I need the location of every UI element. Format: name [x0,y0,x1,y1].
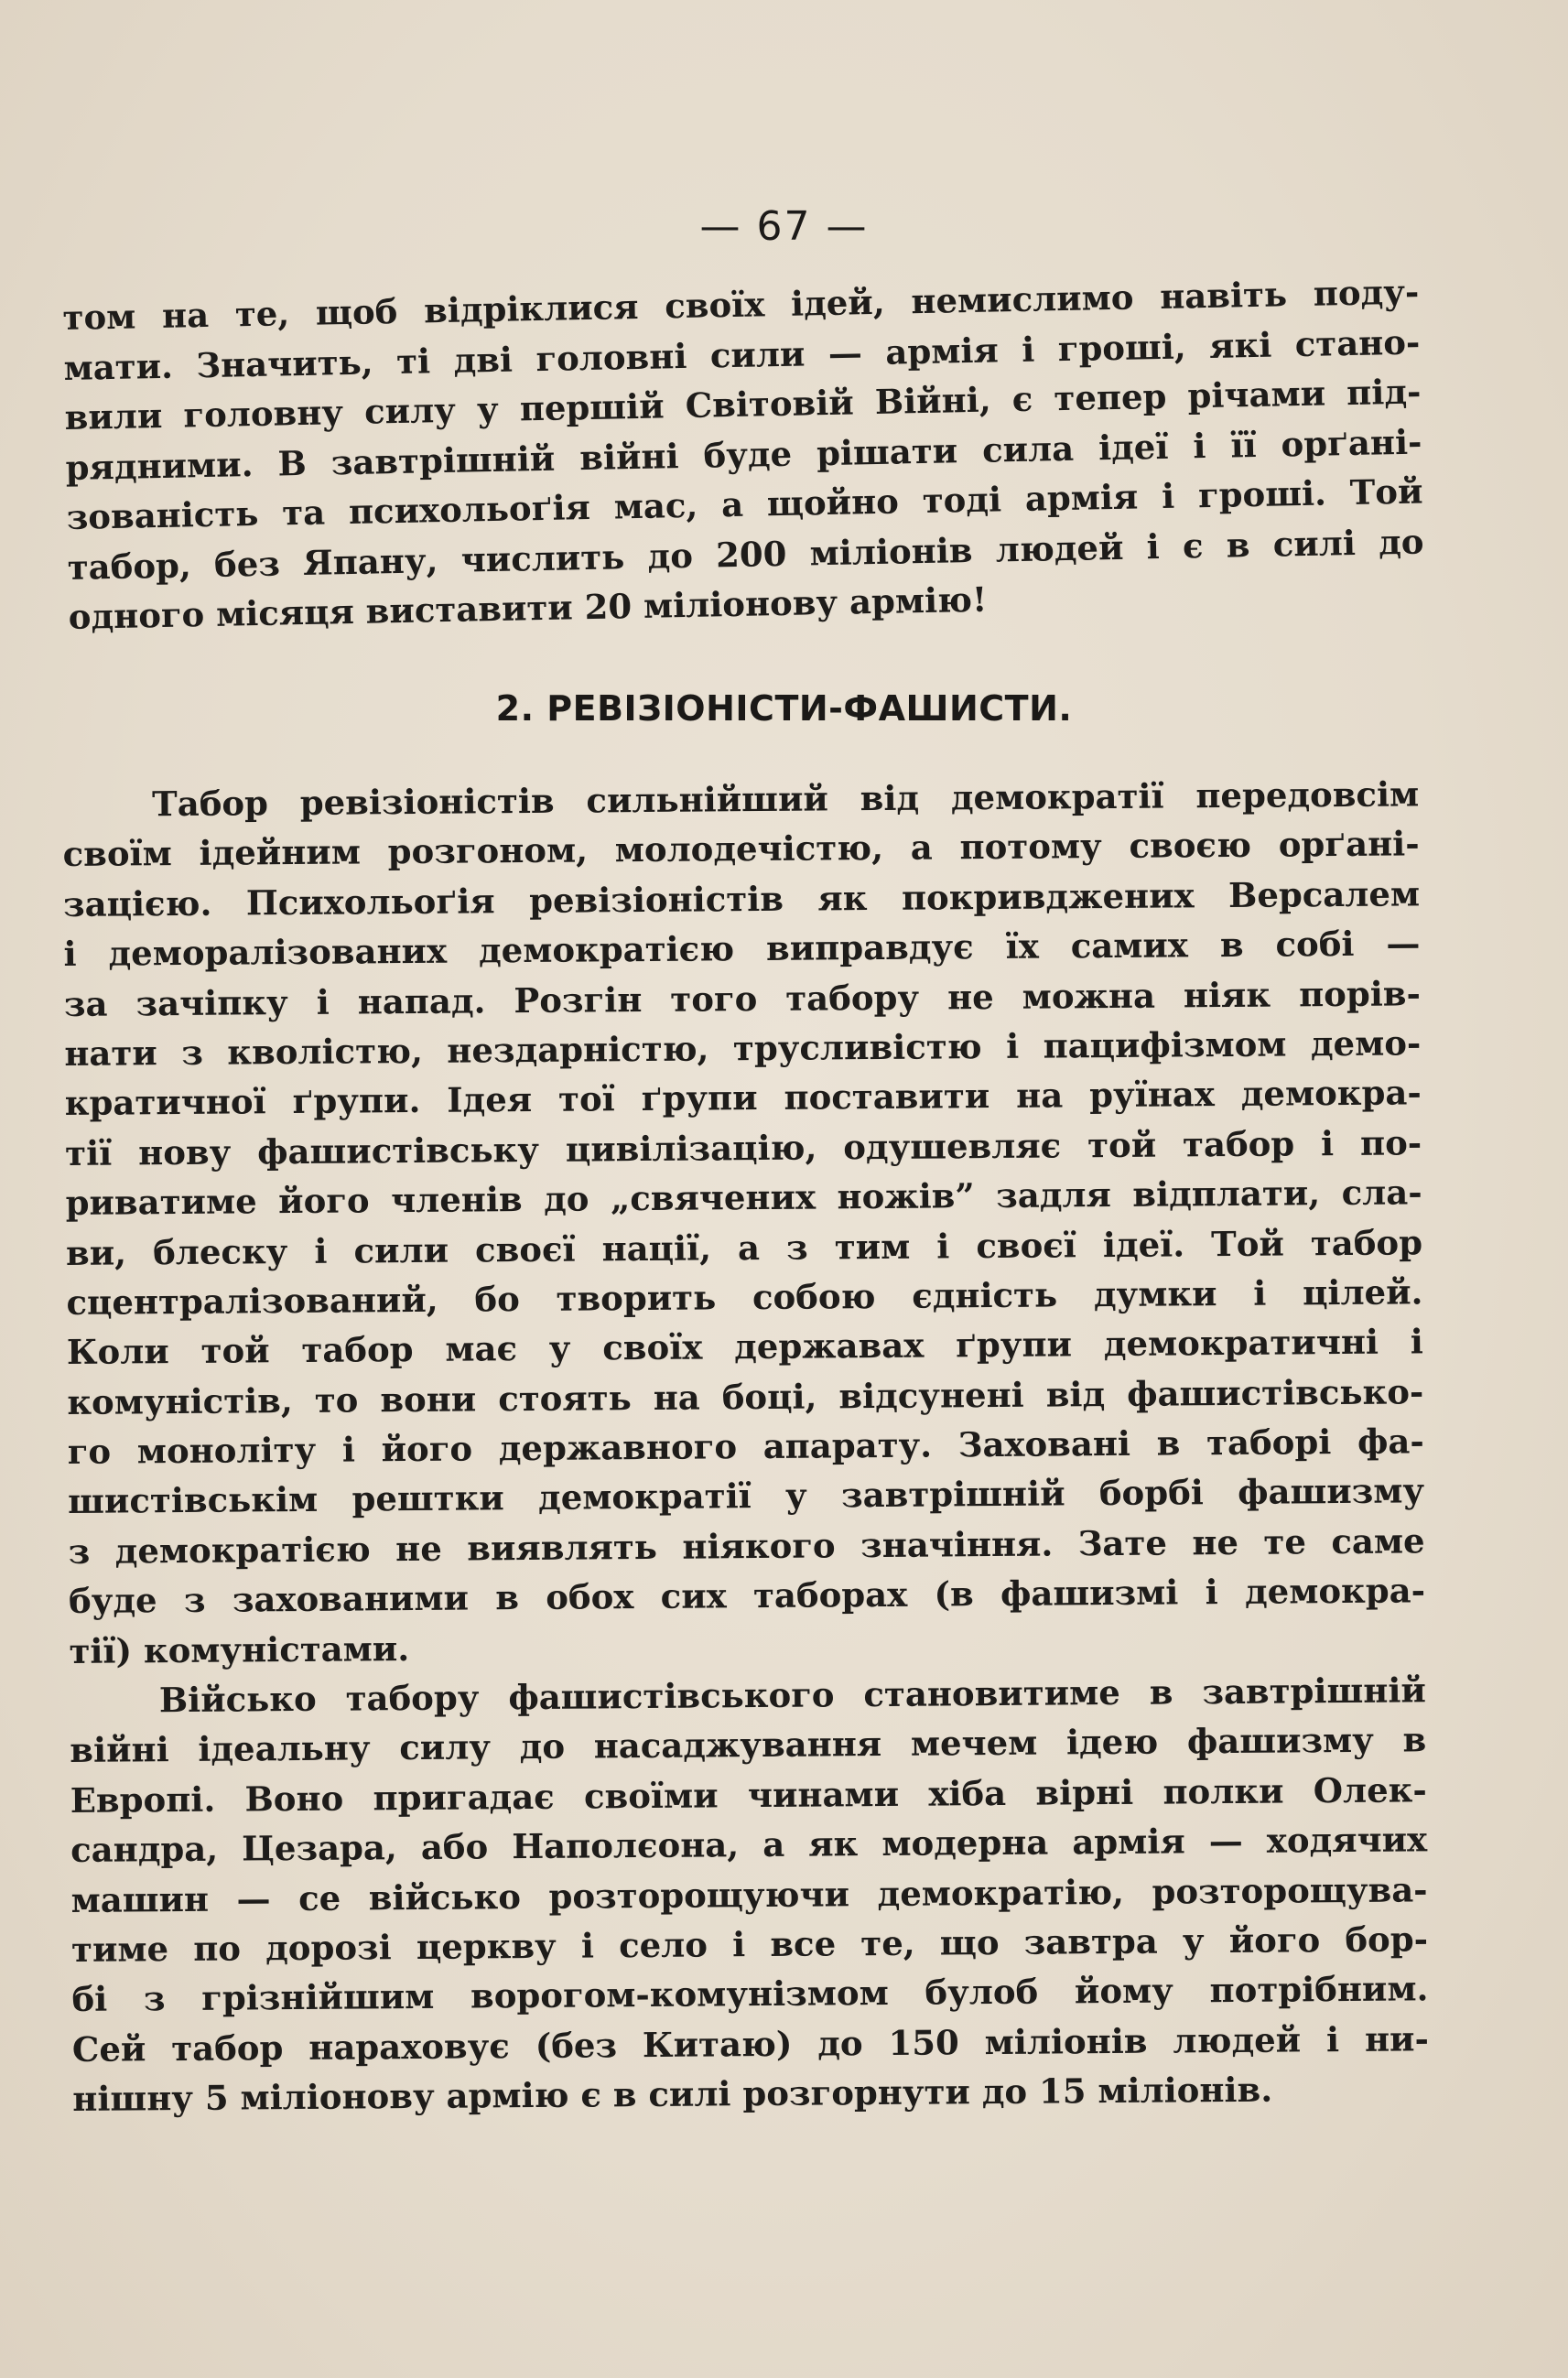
text-line: і деморалізованих демократією виправдує їх самих в собі — [63,923,1421,975]
page-number: — 67 — [699,203,869,250]
text-line: своїм ідейним розгоном, молодечістю, а потому своєю орґані- [62,823,1420,875]
text-line: табор, без Япану, числить до 200 міліонів людей і є в силі до [67,520,1424,588]
text-line: тії) комуністами. [69,1627,410,1671]
text-line: бі з грізнійшим ворогом-комунізмом булоб йому потрібним. [71,1968,1429,2020]
text-line: тиме по дорозі церкву і село і все те, що завтра у його бор- [70,1919,1429,1970]
text-line: вили головну силу у першій Світовій Війні, є тепер річами під- [64,371,1422,438]
text-line: сцентралізований, бо творить собою єдність думки і цілей. [66,1271,1423,1323]
text-line: комуністів, то вони стоять на боці, відсунені від фашистівсько- [67,1371,1424,1422]
text-line: нішну 5 міліонову армію є в силі розгорнути до 15 міліонів. [72,2069,1273,2120]
text-line: Сей табор нараховує (без Китаю) до 150 міліонів людей і ни- [71,2018,1430,2070]
text-line: зованість та психольоґія мас, а щойно тоді армія і гроші. Той [66,470,1423,537]
intro-paragraph [62,267,1425,643]
text-line: риватиме його членів до „свячених ножів” задля відплати, сла- [65,1172,1422,1224]
paragraph-2 [70,1665,1430,2124]
text-line: машин — се військо розторощуючи демократію, розторощува- [70,1868,1428,1920]
text-line: тії нову фашистівську цивілізацію, одушевляє той табор і по- [65,1122,1422,1173]
text-line: нати з кволістю, нездарністю, трусливістю і пацифізмом демо- [64,1022,1422,1074]
text-line: війні ідеальну силу до насаджування мечем ідею фашизму в [70,1719,1427,1771]
text-line: сандра, Цезара, або Наполєона, а як модерна армія — ходячих [70,1819,1428,1871]
text-line: Европі. Воно пригадає своїми чинами хіба вірні полки Олек- [70,1769,1427,1821]
text-line: Військо табору фашистівського становитиме в завтрішній [158,1670,1427,1721]
text-line: том на те, щоб відріклися своїх ідей, немислимо навіть поду- [62,271,1420,338]
text-line: ви, блеску і сили своєї нації, а з тим і своєї ідеї. Той табор [65,1221,1423,1273]
main-text [62,769,1430,2120]
text-line: го моноліту і його державного апарату. Заховані в таборі фа- [67,1421,1424,1473]
text-line: за зачіпку і напад. Розгін того табору не можна ніяк порів- [63,972,1422,1024]
text-line: буде з захованими в обох сих таборах (в фашизмі і демокра- [68,1570,1426,1622]
text-line: шистівськім рештки демократії у завтрішній борбі фашизму [68,1470,1425,1522]
text-line: зацією. Психольоґія ревізіоністів як покривджених Версалем [62,873,1421,924]
section-heading: 2. РЕВІЗІОНІСТИ-ФАШИСТИ. [495,688,1073,729]
text-line: з демократією не виявлять ніякого значіння. Зате не те саме [68,1520,1425,1572]
text-line: Табор ревізіоністів сильнійший від демократії передовсім [152,773,1420,825]
text-line: Коли той табор має у своїх державах ґрупи демократичні і [66,1321,1424,1373]
text-line: мати. Значить, ті дві головні сили — армія і гроші, які стано- [63,321,1421,388]
text-line: рядними. В завтрішній війні буде рішати сила ідеї і її орґані- [65,421,1422,488]
paragraph-1 [62,769,1426,1676]
text-line: кратичної ґрупи. Ідея тої ґрупи поставити на руїнах демокра- [64,1072,1422,1124]
text-line: одного місяця виставити 20 міліонову армію! [68,578,988,637]
